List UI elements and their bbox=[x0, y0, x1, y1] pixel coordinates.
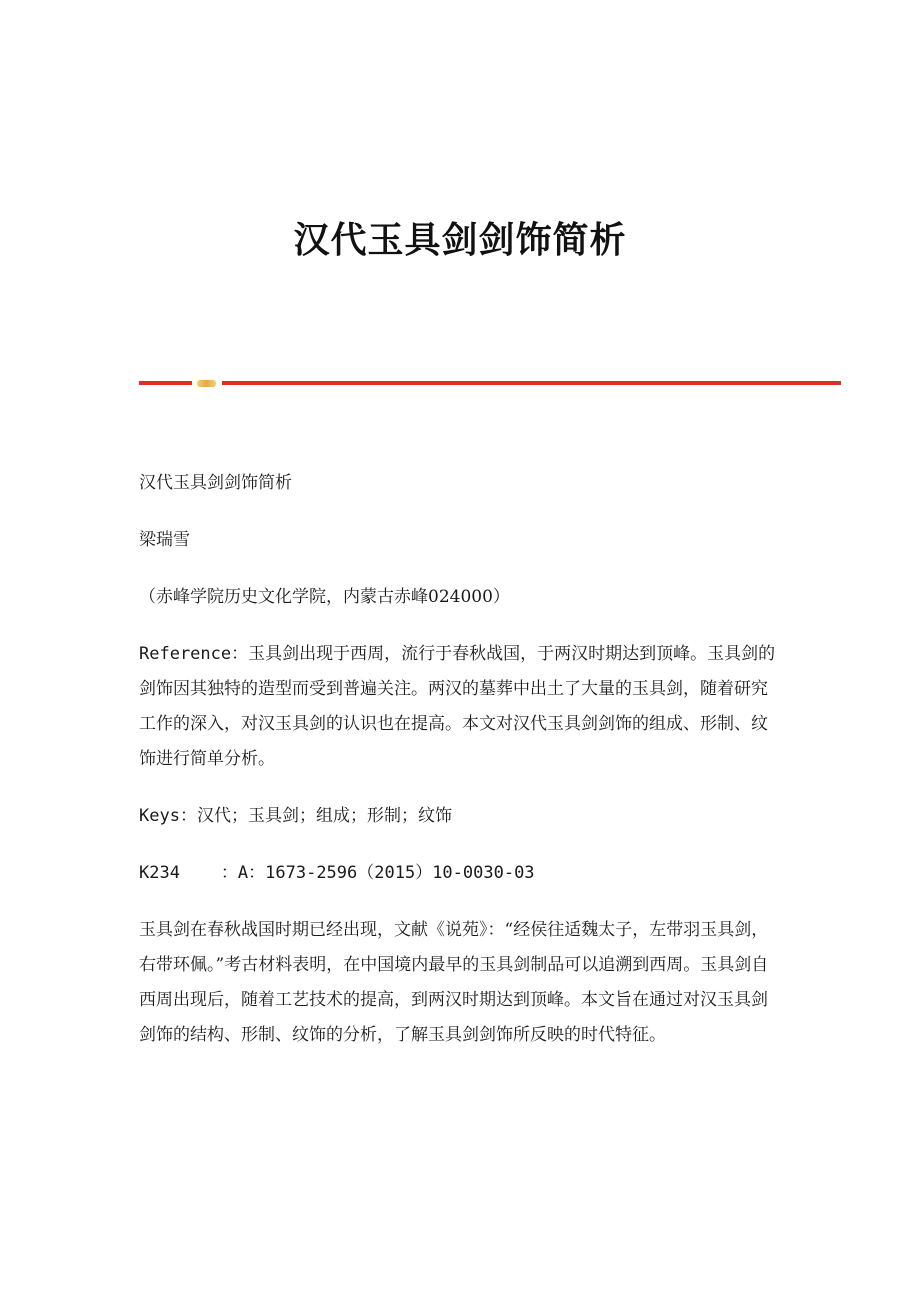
keywords-label: Keys： bbox=[139, 806, 197, 826]
abstract bbox=[139, 637, 784, 777]
divider-right-segment bbox=[222, 381, 841, 385]
keywords-text: 汉代；玉具剑；组成；形制；纹饰 bbox=[196, 806, 452, 826]
document-code: ：A：1673-2596（2015）10-0030-03 bbox=[220, 863, 535, 883]
author-name: 梁瑞雪 bbox=[139, 530, 190, 550]
abstract-text: 玉具剑出现于西周，流行于春秋战国，于两汉时期达到顶峰。玉具剑的剑饰因其独特的造型而受到普遍关注。两汉的墓葬中出土了大量的玉具剑，随着研究工作的深入，对汉玉具剑的认识也在提高。本文对汉代玉具剑剑饰的组成、形制、纹饰进行简单分析。 bbox=[139, 644, 776, 769]
title-divider bbox=[139, 381, 841, 386]
abstract-label: Reference： bbox=[139, 644, 249, 664]
classification-line bbox=[139, 856, 784, 891]
classification-code: K234 bbox=[139, 863, 180, 883]
divider-ornament-icon bbox=[197, 380, 216, 387]
keywords bbox=[139, 799, 784, 834]
body-paragraph: 玉具剑在春秋战国时期已经出现，文献《说苑》：“经侯往适魏太子，左带羽玉具剑，右带环佩。”考古材料表明，在中国境内最早的玉具剑制品可以追溯到西周。玉具剑自西周出现后，随着工艺技术的提高，到两汉时期达到顶峰。本文旨在通过对汉玉具剑剑饰的结构、形制、纹饰的分析，了解玉具剑剑饰所反映的时代特征。 bbox=[139, 920, 769, 1045]
document-title: 汉代玉具剑剑饰简析 bbox=[293, 219, 627, 261]
article-subtitle: 汉代玉具剑剑饰简析 bbox=[139, 473, 292, 493]
article-body bbox=[139, 466, 784, 1075]
author-affiliation: （赤峰学院历史文化学院，内蒙古赤峰024000） bbox=[139, 587, 510, 607]
divider-left-segment bbox=[139, 381, 192, 385]
